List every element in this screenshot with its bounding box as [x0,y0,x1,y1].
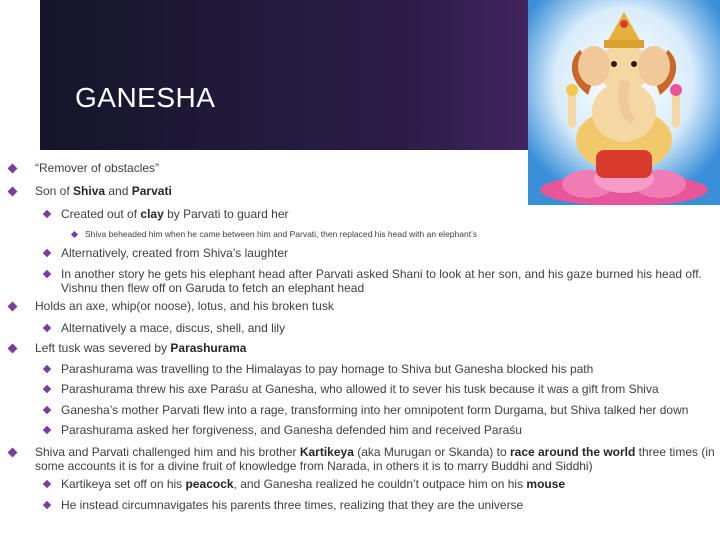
bullet-created-clay [61,207,288,221]
diamond-bullet-icon [43,324,51,332]
bold-peacock: peacock [185,477,234,491]
bold-mouse: mouse [526,477,566,491]
bullet-text: by Parvati to guard her [163,207,289,221]
diamond-bullet-icon [43,426,51,434]
diamond-bullet-icon [43,406,51,414]
bullet-text: (aka Murugan or Skanda) to [353,445,510,459]
bullet-text: Parashurama threw his axe Paraśu at Ganesha, who allowed it to sever his tusk because it was a gift from Shiva [61,382,659,396]
bullet-race-around-world [35,445,715,473]
bullet-text: He instead circumnavigates his parents three times, realizing that they are the universe [61,498,524,512]
bullet-shiva-laughter [61,246,288,260]
bullet-himalayas [61,362,593,376]
bullet-forgiveness [61,423,522,437]
bullet-text: Created out of [61,207,141,221]
diamond-bullet-icon [43,480,51,488]
bold-parvati: Parvati [131,184,172,198]
diamond-bullet-icon [43,501,51,509]
bullet-text: Kartikeya set off on his [61,477,186,491]
bullet-text: , and Ganesha realized he couldn’t outpace him on his [233,477,527,491]
bold-race: race around the world [509,445,636,459]
bullet-peacock-mouse [61,477,565,491]
diamond-bullet-icon [43,249,51,257]
bullet-text: Alternatively, created from Shiva’s laughter [61,246,288,260]
bullet-text: Parashurama asked her forgiveness, and Ganesha defended him and received Paraśu [61,423,522,437]
bullet-circumnavigates [61,498,523,512]
diamond-bullet-icon [43,385,51,393]
bullet-holds-axe [35,299,334,313]
bullet-text: “Remover of obstacles” [35,161,160,175]
bullet-son-of [35,184,172,198]
bullet-axe-parasu [61,382,659,396]
bullet-mace-discus [61,321,285,335]
bullet-text: Shiva and Parvati challenged him and his brother [35,445,300,459]
bold-kartikeya: Kartikeya [299,445,354,459]
bullet-text: Holds an axe, whip(or noose), lotus, and his broken tusk [35,299,334,313]
diamond-bullet-icon [43,365,51,373]
slide-title: GANESHA [75,82,216,113]
bullet-text: and [105,184,132,198]
bullet-shiva-beheaded [85,229,477,239]
diamond-bullet-icon [8,187,18,197]
bullet-left-tusk [35,341,246,355]
bullet-text: Alternatively a mace, discus, shell, and lily [61,321,286,335]
bold-clay: clay [140,207,164,221]
bold-shiva: Shiva [73,184,106,198]
diamond-bullet-icon [8,164,18,174]
bullet-text: Ganesha’s mother Parvati flew into a rage, transforming into her omnipotent form Durgama, but Shiva talked her down [61,403,689,417]
bullet-remover [35,161,159,175]
diamond-bullet-icon [43,210,51,218]
diamond-bullet-icon [8,344,18,354]
diamond-bullet-icon [8,302,18,312]
ganesha-illustration [528,0,720,205]
diamond-bullet-icon [43,270,51,278]
bold-parashurama: Parashurama [170,341,247,355]
diamond-bullet-icon [71,231,78,238]
diamond-bullet-icon [8,448,18,458]
bullet-shani-story [61,267,713,295]
bullet-text: Left tusk was severed by [35,341,171,355]
bullet-text: In another story he gets his elephant head after Parvati asked Shani to look at her son, and his gaze burned his head off. Vishnu then flew off on Garuda to fetch an elephant head [61,267,702,295]
bullet-text: Son of [35,184,74,198]
bullet-text: Parashurama was travelling to the Himalayas to pay homage to Shiva but Ganesha blocked his path [61,362,594,376]
bullet-text: three times (in some accounts it is for a divine fruit of knowledge from Narada, in others it is to marry Buddhi and Siddhi) [35,445,715,473]
bullet-text: Shiva beheaded him when he came between him and Parvati, then replaced his head with an elephant’s [85,229,478,239]
bullet-durgama [61,403,688,417]
